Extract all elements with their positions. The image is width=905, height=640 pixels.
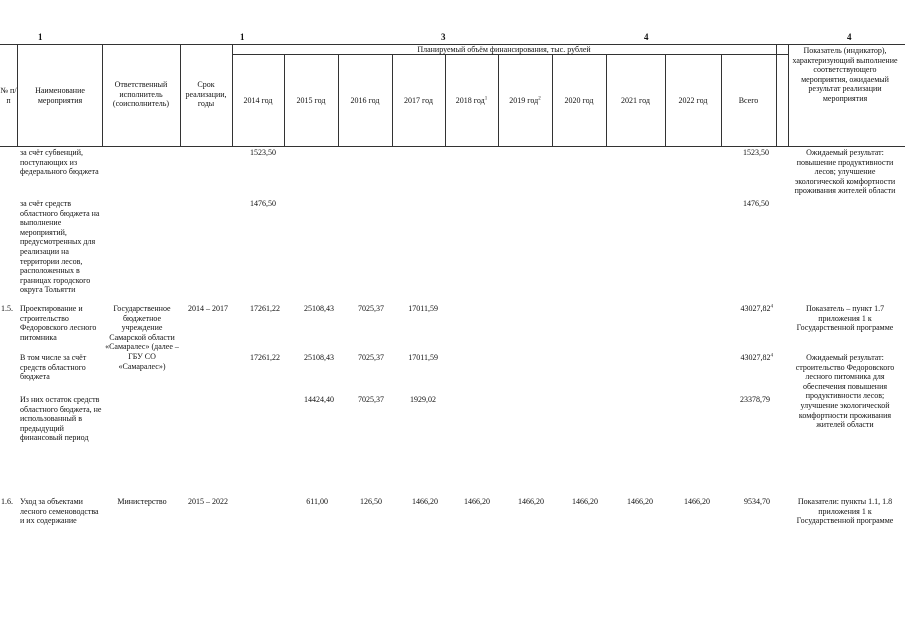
col-divider — [102, 44, 103, 147]
row-name: за счёт субвенций, поступающих из федерального бюджета — [20, 148, 99, 177]
row-term: 2015 – 2022 — [188, 497, 228, 506]
header-name: Наименование мероприятия — [35, 86, 85, 105]
row-name: Проектирование и строительство Федоровского лесного питомника — [20, 304, 97, 342]
cell-2016: 7025,37 — [358, 353, 384, 362]
cell-total: 43027,82$^4$ — [740, 304, 773, 313]
cell-2016: 7025,37 — [358, 304, 384, 313]
cell-2017: 17011,59 — [408, 353, 438, 362]
header-indicator: Показатель (индикатор), характеризующий выполнение соответствующего мероприятия, ожидаемый результат реализации мероприятия — [792, 46, 898, 103]
row-name: В том числе за счёт средств областного бюджета — [20, 353, 87, 382]
col-divider — [180, 44, 181, 147]
page-mark: 1 — [240, 32, 245, 42]
header-executor: Ответственный исполнитель (соисполнитель) — [112, 80, 170, 109]
row-name: за счёт средств областного бюджета на выполнение мероприятий, предусмотренных для реализации на территории лесов, расположенных в границах городского округа Тольятти — [20, 199, 100, 295]
col-divider — [17, 44, 18, 147]
cell-2016: 7025,37 — [358, 395, 384, 404]
col-divider — [788, 44, 789, 147]
cell-2017: 1929,02 — [410, 395, 436, 404]
header-year: 2020 год — [564, 96, 594, 105]
row-executor: Министерство — [117, 497, 167, 506]
page-mark: 1 — [38, 32, 43, 42]
cell-total: 1523,50 — [743, 148, 769, 157]
cell-2015: 14424,40 — [304, 395, 334, 404]
cell-2017: 1466,20 — [412, 497, 438, 506]
row-name: Уход за объектами лесного семеноводства и их содержание — [20, 497, 99, 526]
cell-2014: 1523,50 — [250, 148, 276, 157]
header-bottom-border — [0, 146, 905, 147]
row-indicator: Показатели: пункты 1.1, 1.8 приложения 1 к Государственной программе — [796, 497, 894, 526]
cell-2018: 1466,20 — [464, 497, 490, 506]
header-term: Срок реализации, годы — [185, 80, 227, 109]
page-mark: 4 — [847, 32, 852, 42]
cell-2015: 25108,43 — [304, 304, 334, 313]
row-num: 1.6. — [1, 497, 13, 506]
row-indicator: Ожидаемый результат: повышение продуктивности лесов; улучшение экологической комфортности проживания жителей области — [794, 148, 896, 196]
cell-total: 9534,70 — [744, 497, 770, 506]
page-mark: 4 — [644, 32, 649, 42]
header-year: 2018 год$^1$ — [455, 96, 488, 105]
cell-total: 43027,82$^4$ — [740, 353, 773, 362]
row-name: Из них остаток средств областного бюджета, не использованный в предыдущий финансовый период — [20, 395, 102, 443]
cell-2014: 1476,50 — [250, 199, 276, 208]
page-mark: 3 — [441, 32, 446, 42]
cell-2015: 25108,43 — [304, 353, 334, 362]
cell-2021: 1466,20 — [627, 497, 653, 506]
col-divider — [776, 44, 777, 147]
header-year: 2019 год$^2$ — [509, 96, 541, 105]
cell-2016: 126,50 — [360, 497, 382, 506]
header-funding-group: Планируемый объём финансирования, тыс. рублей — [417, 45, 591, 54]
cell-total: 23378,79 — [740, 395, 770, 404]
header-year: 2017 год — [404, 96, 433, 105]
row-term: 2014 – 2017 — [188, 304, 228, 313]
cell-2019: 1466,20 — [518, 497, 544, 506]
cell-2020: 1466,20 — [572, 497, 598, 506]
cell-2014: 17261,22 — [250, 304, 280, 313]
row-indicator: Показатель – пункт 1.7 приложения 1 к Государственной программе — [796, 304, 894, 333]
cell-2017: 17011,59 — [408, 304, 438, 313]
cell-2022: 1466,20 — [684, 497, 710, 506]
header-year: 2014 год — [243, 96, 273, 105]
header-total: Всего — [738, 96, 759, 105]
row-indicator: Ожидаемый результат: строительство Федоровского лесного питомника для обеспечения повышения продуктивности лесов; улучшение экологической комфортности проживания жителей области — [795, 353, 895, 430]
header-year: 2016 год — [350, 96, 380, 105]
row-num: 1.5. — [1, 304, 13, 313]
cell-2014: 17261,22 — [250, 353, 280, 362]
cell-2015: 611,00 — [306, 497, 328, 506]
header-year: 2021 год — [621, 96, 650, 105]
row-executor: Государственное бюджетное учреждение Самарской области «Самаралес» (далее – ГБУ СО «Самаралес») — [105, 304, 179, 371]
cell-total: 1476,50 — [743, 199, 769, 208]
header-num: № п/п — [0, 86, 17, 105]
header-year: 2022 год — [678, 96, 708, 105]
header-year: 2015 год — [296, 96, 326, 105]
